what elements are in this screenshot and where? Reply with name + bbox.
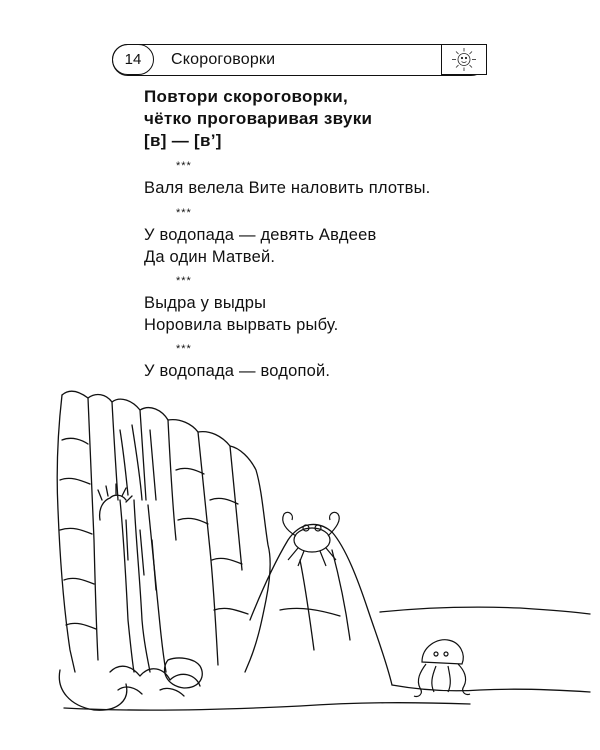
instruction-line: [в] — [в’]	[144, 131, 222, 150]
section-title: Скороговорки	[171, 51, 276, 68]
separator-stars: ***	[176, 160, 192, 172]
separator-stars: ***	[176, 275, 192, 287]
instruction-line: Повтори скороговорки,	[144, 87, 348, 106]
twister-line: Норовила вырвать рыбу.	[144, 316, 339, 334]
instruction-line: чётко проговаривая звуки	[144, 109, 373, 128]
twister-line: У водопада — водопой.	[144, 362, 331, 380]
crab-icon	[283, 512, 340, 566]
jellyfish-icon	[414, 640, 470, 697]
twister-line: Валя велела Вите наловить плотвы.	[144, 179, 431, 197]
separator-stars: ***	[176, 207, 192, 219]
twister-line: Да один Матвей.	[144, 248, 276, 266]
twister-line: У водопада — девять Авдеев	[144, 226, 377, 244]
separator-stars: ***	[176, 343, 192, 355]
twister-line: Выдра у выдры	[144, 294, 267, 312]
page-number: 14	[112, 44, 154, 75]
